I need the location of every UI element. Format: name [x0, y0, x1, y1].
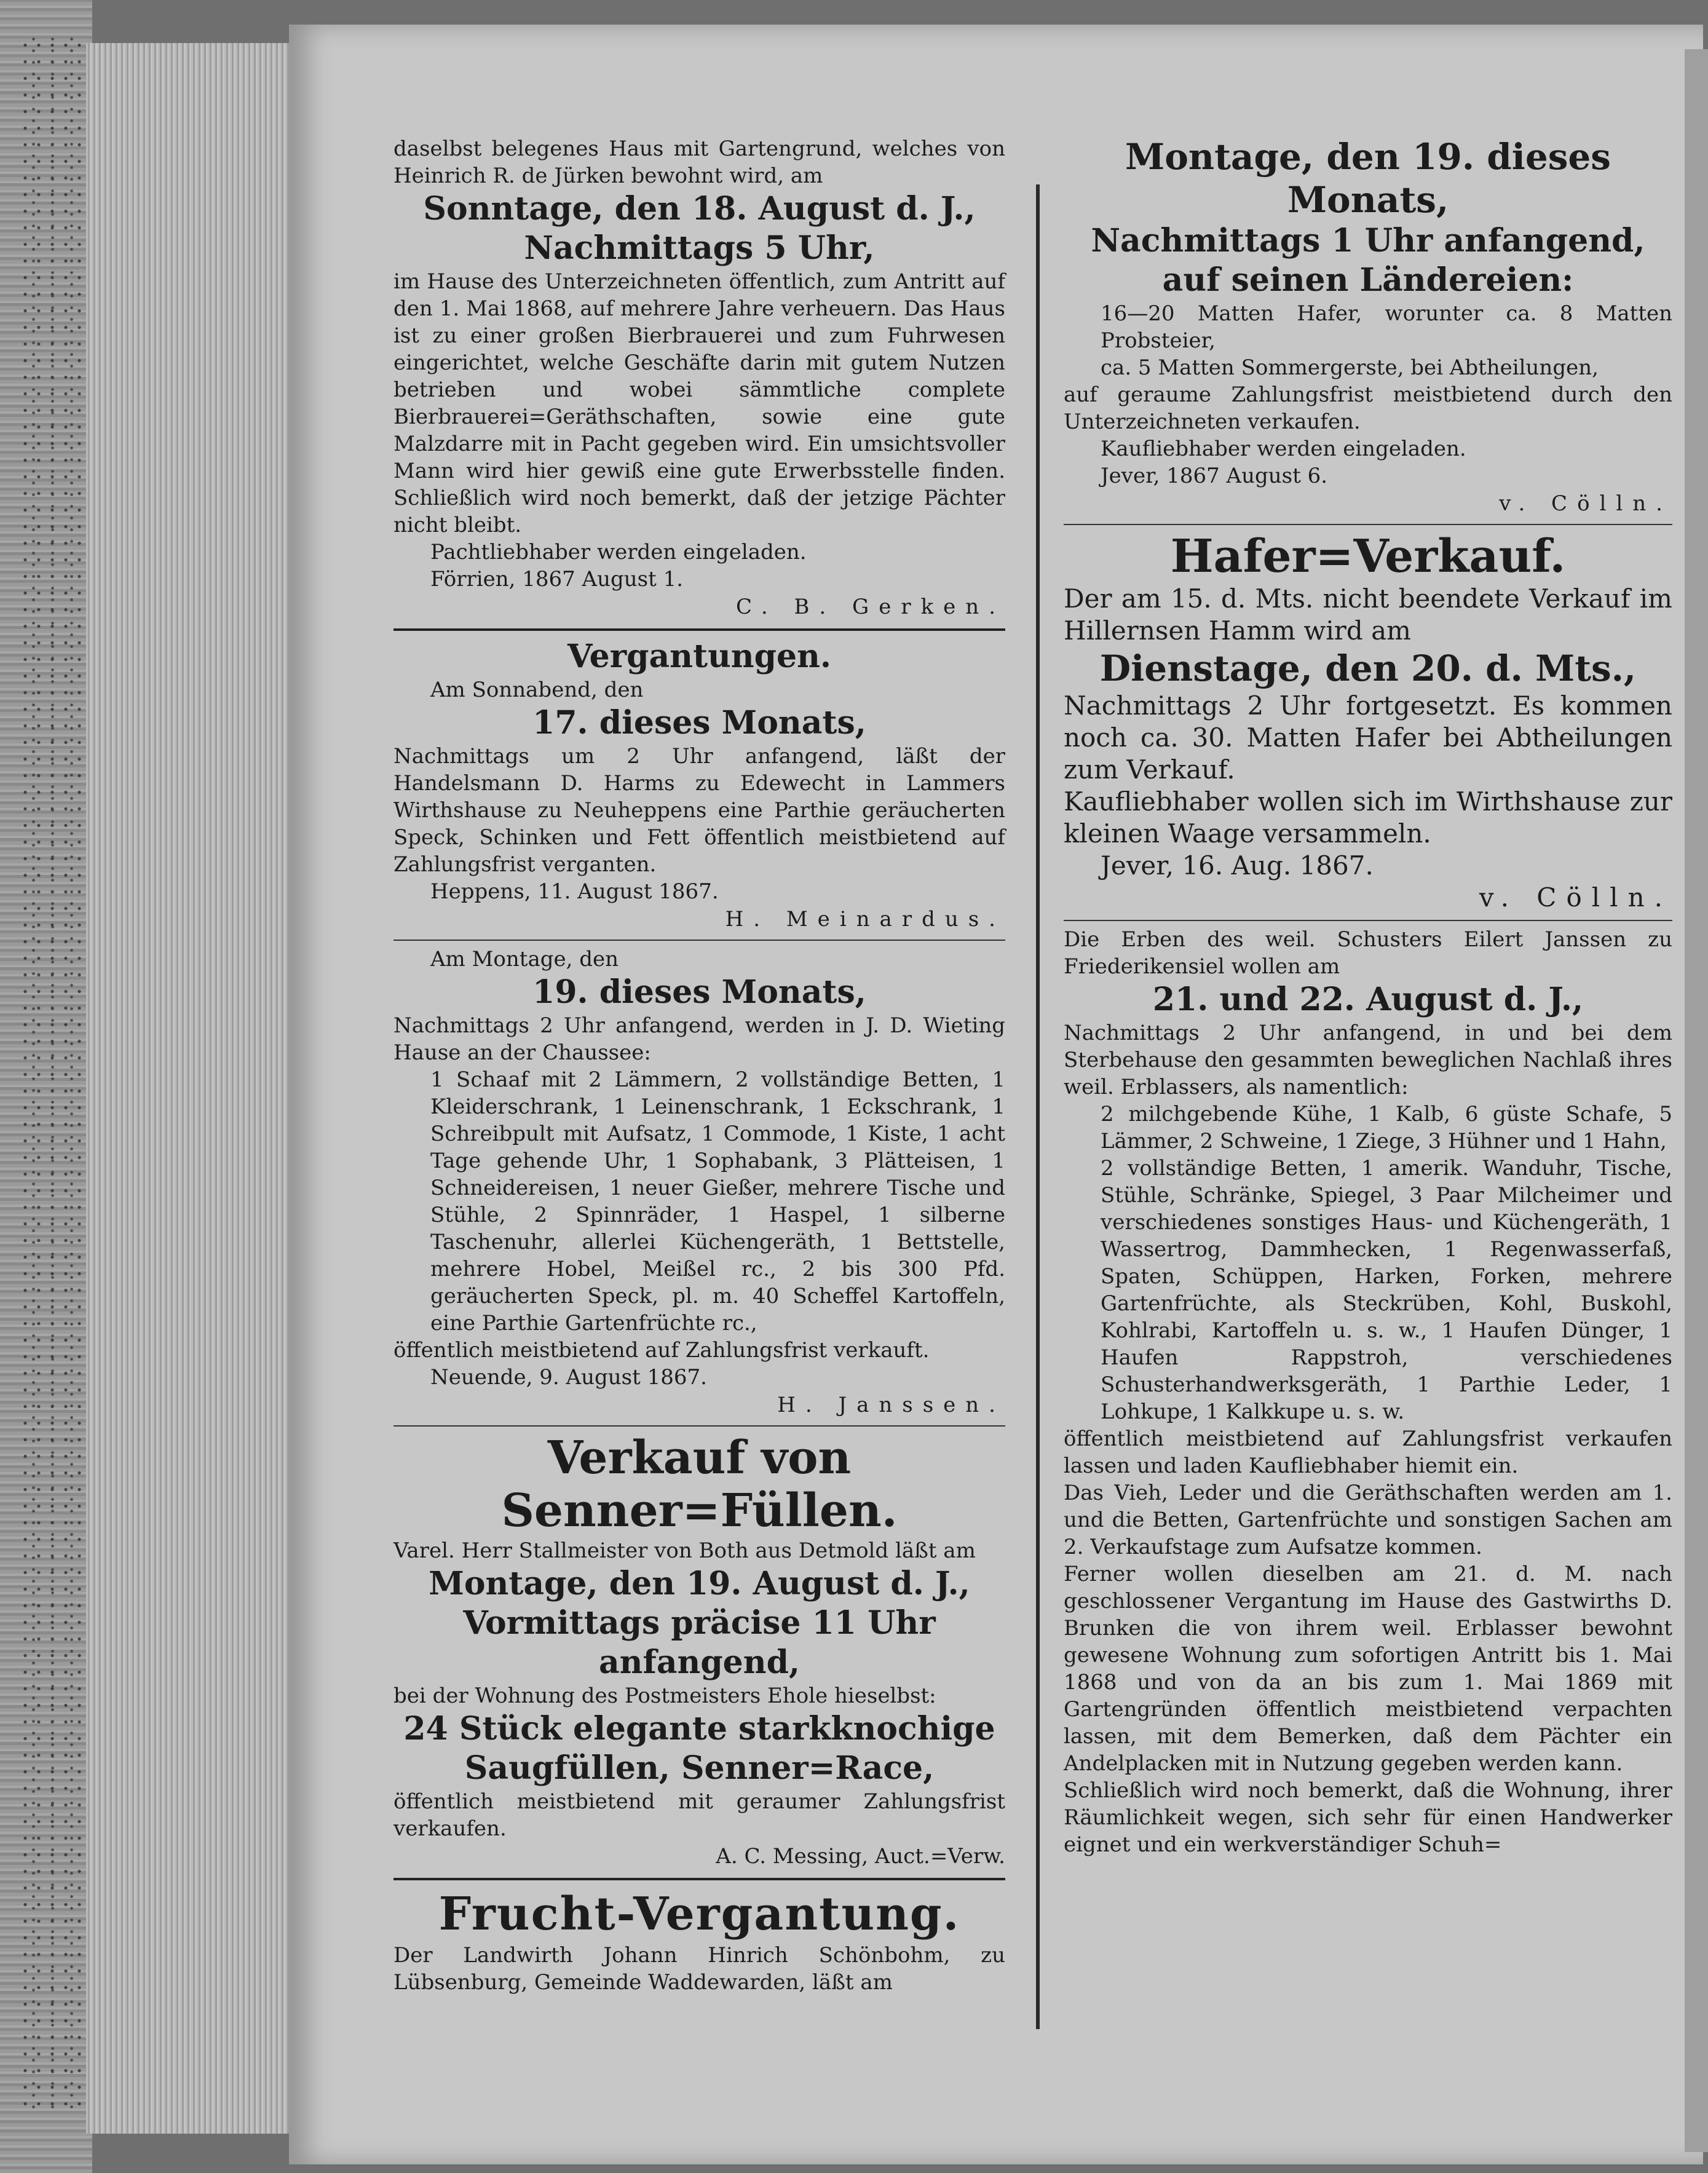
- notice-line: Am Montage, den: [430, 947, 619, 972]
- separator-rule: [1064, 524, 1672, 525]
- notice-time: Nachmittags 5 Uhr,: [524, 229, 875, 267]
- notice-date: 17. dieses Monats,: [532, 704, 866, 742]
- notice-place-date: Jever, 1867 August 6.: [1101, 464, 1328, 488]
- notice-body: Nachmittags um 2 Uhr anfangend, läßt der Handelsmann D. Harms zu Edewecht in Lammers Wirthshause zu Neuheppens eine Parthie geräucherten Speck, Schinken und Fett öffentlich meistbietend auf Zahlungsfrist verganten.: [393, 744, 1005, 877]
- notice-goods: 24 Stück elegante starkknochige: [403, 1710, 995, 1748]
- notice-body: Varel. Herr Stallmeister von Both aus Detmold läßt am: [393, 1538, 976, 1563]
- notice-place-date: Neuende, 9. August 1867.: [430, 1365, 707, 1390]
- notice-time: Vormittags präcise 11 Uhr anfangend,: [463, 1604, 936, 1681]
- left-column: [393, 135, 1005, 1996]
- section-heading: Vergantungen.: [567, 638, 831, 675]
- notice-place-date: Jever, 16. Aug. 1867.: [1101, 850, 1374, 881]
- notice-body: Ferner wollen dieselben am 21. d. M. nach geschlossener Vergantung im Hause des Gastwirths D. Brunken die von ihrem weil. Erblasser bewohnt gewesene Wohnung zum sofortigen Antritt bis 1. Mai 1868 und von da an bis zum 1. Mai 1869 mit Gartengründen öffentlich meistbietend verpachten lassen, mit dem Bemerken, daß dem Pächter ein Andelplacken mit in Nutzung gegeben werden kann.: [1064, 1562, 1672, 1776]
- notice-line: Am Sonnabend, den: [430, 678, 644, 702]
- notice-goods: Saugfüllen, Senner=Race,: [464, 1749, 935, 1787]
- notice-location: bei der Wohnung des Postmeisters Ehole hieselbst:: [393, 1684, 936, 1708]
- notice-date: 19. dieses Monats,: [532, 973, 866, 1011]
- notice-items: 2 vollständige Betten, 1 amerik. Wanduhr, Tische, Stühle, Schränke, Spiegel, 3 Paar Milcheimer und verschiedenes sonstiges Haus- und Küchengeräth, 1 Wassertrog, Dammhecken, 1 Regenwasserfaß, Spaten, Schüppen, Harken, Forken, mehrere Gartenfrüchte, als Steckrüben, Kohl, Buskohl, Kohlrabi, Kartoffeln u. s. w., 1 Haufen Dünger, 1 Haufen Rappstroh, verschiedenes Schusterhandwerksgeräth, 1 Parthie Leder, 1 Lohkupe, 1 Kalkkupe u. s. w.: [1101, 1156, 1672, 1424]
- notice-invite: Kaufliebhaber werden eingeladen.: [1101, 437, 1466, 461]
- notice-body: Nachmittags 2 Uhr fortgesetzt. Es kommen noch ca. 30. Matten Hafer bei Abtheilungen zum Verkauf.: [1064, 691, 1672, 785]
- notice-date: Dienstage, den 20. d. Mts.,: [1099, 647, 1637, 689]
- notice-body: Kaufliebhaber wollen sich im Wirthshause zur kleinen Waage versammeln.: [1064, 786, 1672, 849]
- notice-body: Nachmittags 2 Uhr anfangend, in und bei dem Sterbehause den gesammten beweglichen Nachlaß ihres weil. Erblassers, als namentlich:: [1064, 1021, 1672, 1099]
- separator-rule: [393, 1878, 1005, 1880]
- notice-signature: v. Cölln.: [1499, 491, 1672, 516]
- notice-place-date: Förrien, 1867 August 1.: [430, 567, 684, 592]
- column-divider: [1036, 184, 1040, 2029]
- notice-body: Der Landwirth Johann Hinrich Schönbohm, zu Lübsenburg, Gemeinde Waddewarden, läßt am: [393, 1943, 1005, 1995]
- notice-time: Nachmittags 1 Uhr anfangend,: [1091, 222, 1645, 259]
- separator-rule: [393, 940, 1005, 941]
- separator-rule: [393, 628, 1005, 631]
- ad-heading: Senner=Füllen.: [501, 1484, 898, 1537]
- notice-items: ca. 5 Matten Sommergerste, bei Abtheilungen,: [1101, 355, 1599, 380]
- ad-heading: Frucht-Vergantung.: [438, 1888, 960, 1941]
- notice-items: 16—20 Matten Hafer, worunter ca. 8 Matten Probsteier,: [1101, 301, 1672, 353]
- notice-closing: öffentlich meistbietend mit geraumer Zahlungsfrist verkaufen.: [393, 1789, 1005, 1841]
- ad-heading: Hafer=Verkauf.: [1170, 530, 1566, 583]
- notice-intro: Die Erben des weil. Schusters Eilert Janssen zu Friederikensiel wollen am: [1064, 927, 1672, 979]
- notice-senner-fuellen: [393, 1431, 1005, 1870]
- notice-date: Montage, den 19. August d. J.,: [429, 1565, 970, 1602]
- notice-signature: H. Meinardus.: [725, 907, 1005, 932]
- notice-body: Schließlich wird noch bemerkt, daß die Wohnung, ihrer Räumlichkeit wegen, sich sehr für einen Handwerker eignet und ein werkverständiger Schuh=: [1064, 1778, 1672, 1857]
- notice-haus-verheuern: [393, 135, 1005, 621]
- notice-signature: v. Cölln.: [1479, 882, 1672, 912]
- marbled-edge-texture: [18, 37, 86, 2115]
- notice-montage-auction: [393, 946, 1005, 1419]
- separator-rule: [393, 1425, 1005, 1427]
- notice-date: 21. und 22. August d. J.,: [1152, 981, 1584, 1018]
- notice-body: öffentlich meistbietend auf Zahlungsfrist verkaufen lassen und laden Kaufliebhaber hiemit ein.: [1064, 1427, 1672, 1478]
- notice-body: Der am 15. d. Mts. nicht beendete Verkauf im Hillernsen Hamm wird am: [1064, 584, 1672, 646]
- notice-signature: A. C. Messing, Auct.=Verw.: [716, 1844, 1005, 1869]
- notice-body: auf geraume Zahlungsfrist meistbietend durch den Unterzeichneten verkaufen.: [1064, 382, 1672, 434]
- separator-rule: [1064, 920, 1672, 921]
- notice-body: Nachmittags 2 Uhr anfangend, werden in J. D. Wieting Hause an der Chaussee:: [393, 1013, 1005, 1065]
- notice-intro: daselbst belegenes Haus mit Gartengrund, welches von Heinrich R. de Jürken bewohnt wird, am: [393, 137, 1005, 188]
- notice-date: Sonntage, den 18. August d. J.,: [423, 190, 976, 228]
- page-stack: [86, 43, 320, 2134]
- notice-hafer-verkauf: [1064, 530, 1672, 914]
- notice-invite: Pachtliebhaber werden eingeladen.: [430, 540, 807, 564]
- notice-vergantungen: [393, 637, 1005, 933]
- right-column: [1064, 135, 1672, 1858]
- notice-signature: C. B. Gerken.: [736, 595, 1005, 619]
- notice-items: 1 Schaaf mit 2 Lämmern, 2 vollständige Betten, 1 Kleiderschrank, 1 Leinenschrank, 1 Eckschrank, 1 Schreibpult mit Aufsatz, 1 Commode, 1 Kiste, 1 acht Tage gehende Uhr, 1 Sophabank, 3 Plätteisen, 1 Schneidereisen, 1 neuer Gießer, mehrere Tische und Stühle, 2 Spinnräder, 1 Haspel, 1 silberne Taschenuhr, allerlei Küchengeräth, 1 Bettstelle, mehrere Hobel, Meißel rc., 2 bis 300 Pfd. geräucherten Speck, pl. m. 40 Scheffel Kartoffeln, eine Parthie Gartenfrüchte rc.,: [430, 1067, 1005, 1336]
- next-page-strip: [1685, 49, 1708, 2152]
- notice-body: Das Vieh, Leder und die Geräthschaften werden am 1. und die Betten, Gartenfrüchte und sonstigen Sachen am 2. Verkaufstage zum Aufsatze kommen.: [1064, 1481, 1672, 1559]
- notice-hafer-laendereien: [1064, 135, 1672, 518]
- notice-place-line: auf seinen Ländereien:: [1162, 261, 1574, 299]
- ad-heading: Verkauf von: [547, 1431, 852, 1484]
- notice-closing: öffentlich meistbietend auf Zahlungsfrist verkauft.: [393, 1338, 930, 1363]
- notice-place-date: Heppens, 11. August 1867.: [430, 879, 719, 904]
- notice-body: im Hause des Unterzeichneten öffentlich, zum Antritt auf den 1. Mai 1868, auf mehrere Jahre verheuern. Das Haus ist zu einer großen Bierbrauerei und zum Fuhrwesen eingerichtet, welche Geschäfte darin mit gutem Nutzen betrieben und wobei sämmtliche complete Bierbrauerei=Geräthschaften, sowie eine gute Malzdarre mit in Pacht gegeben wird. Ein umsichtsvoller Mann wird hier gewiß eine gute Erwerbsstelle finden. Schließlich wird noch bemerkt, daß der jetzige Pächter nicht bleibt.: [393, 269, 1005, 537]
- notice-items: 2 milchgebende Kühe, 1 Kalb, 6 güste Schafe, 5 Lämmer, 2 Schweine, 1 Ziege, 3 Hühner und 1 Hahn,: [1101, 1102, 1672, 1154]
- notice-signature: H. Janssen.: [777, 1393, 1005, 1417]
- notice-date: Montage, den 19. dieses Monats,: [1125, 136, 1611, 221]
- notice-nachlass-janssen: [1064, 926, 1672, 1858]
- notice-frucht-vergantung: [393, 1886, 1005, 1996]
